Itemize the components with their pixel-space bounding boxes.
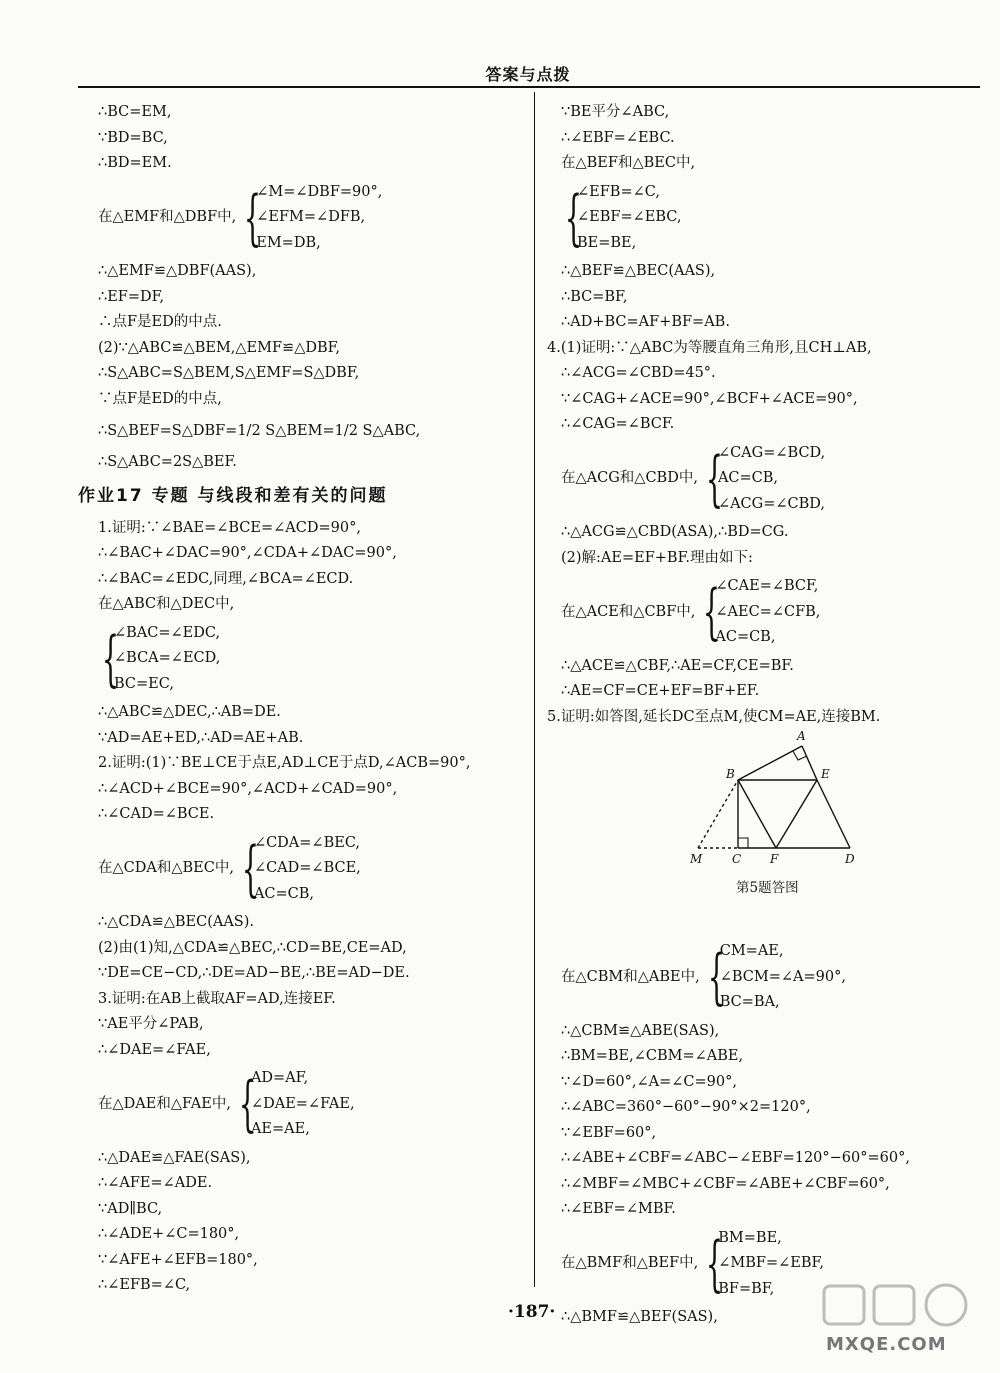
text-line: ∴AE=CF=CE+EF=BF+EF.: [561, 683, 760, 699]
text-line: ∴EF=DF,: [98, 288, 165, 305]
text-line: ∴BC=EM,: [98, 104, 172, 120]
text-line: ∵∠EBF=60°,: [561, 1124, 657, 1141]
left-brace: {: [101, 623, 120, 694]
geometry-figure: [680, 730, 860, 870]
equation-system: [561, 441, 910, 518]
system-row: ∠EBF=∠EBC,: [577, 209, 682, 225]
system-lead: 在△ACE和△CBF中,: [561, 603, 696, 620]
label-e: E: [821, 767, 830, 781]
system-row: ∠BCM=∠A=90°,: [719, 968, 846, 985]
segment-ef: [776, 780, 817, 848]
left-brace: {: [564, 182, 583, 253]
system-row: AC=CB,: [717, 470, 779, 486]
text-line: ∴∠CAG=∠BCF.: [561, 416, 675, 432]
text-line: ∵AE平分∠PAB,: [98, 1016, 204, 1032]
text-line: ∴BD=EM.: [98, 155, 172, 171]
text-line: (2)由(1)知,△CDA≌△BEC,∴CD=BE,CE=AD,: [98, 939, 407, 956]
equation-system: [98, 180, 470, 257]
left-brace: {: [706, 1228, 724, 1299]
system-row: ∠CDA=∠BEC,: [253, 834, 361, 851]
watermark-text: MXQE.COM: [826, 1334, 947, 1355]
text-line: ∴∠ACG=∠CBD=45°.: [561, 365, 716, 381]
system-row: BF=BF,: [718, 1280, 775, 1297]
text-line: 1.证明:∵∠BAE=∠BCE=∠ACD=90°,: [98, 519, 361, 536]
system-row: ∠ACG=∠CBD,: [717, 495, 826, 512]
equation-system: [561, 180, 910, 257]
equation-system: [561, 574, 910, 651]
system-lead: 在△CDA和△BEC中,: [98, 860, 234, 876]
text-line: ∴∠EBF=∠MBF.: [561, 1201, 676, 1217]
text-line: ∵AD=AE+ED,∴AD=AE+AB.: [98, 729, 304, 746]
system-row: ∠CAD=∠BCE,: [253, 860, 361, 876]
system-row: ∠BAC=∠EDC,: [114, 624, 221, 641]
system-row: AC=CB,: [715, 629, 776, 645]
text-line: ∴BM=BE,∠CBM=∠ABE,: [561, 1048, 744, 1064]
text-line: ∴△ACE≌△CBF,∴AE=CF,CE=BF.: [561, 657, 794, 674]
text-line: ∴∠ABE+∠CBF=∠ABC−∠EBF=120°−60°=60°,: [561, 1150, 910, 1166]
text-line: 在△BEF和△BEC中,: [561, 155, 696, 171]
column-divider: [534, 92, 535, 1287]
system-lead: 在△DAE和△FAE中,: [98, 1095, 231, 1112]
equation-system: [98, 1066, 470, 1143]
system-row: EM=DB,: [256, 234, 321, 251]
label-a: A: [797, 730, 806, 743]
text-line: ∴△ACG≌△CBD(ASA),∴BD=CG.: [561, 524, 789, 540]
text-line: ∵∠D=60°,∠A=∠C=90°,: [561, 1073, 737, 1090]
segment-ae: [802, 746, 817, 780]
text-line: ∴∠CAD=∠BCE.: [98, 806, 215, 822]
label-f: F: [770, 852, 779, 866]
text-line: ∴∠ABC=360°−60°−90°×2=120°,: [561, 1099, 811, 1115]
system-row: ∠AEC=∠CFB,: [715, 603, 821, 620]
system-row: CM=AE,: [719, 943, 784, 959]
text-line: ∴S△ABC=2S△BEF.: [98, 454, 237, 470]
system-row: ∠DAE=∠FAE,: [250, 1095, 355, 1112]
system-row: BE=BE,: [577, 234, 637, 251]
figure-caption: 第5题答图: [736, 880, 799, 896]
system-row: AD=AF,: [250, 1070, 309, 1086]
text-line: ∴∠AFE=∠ADE.: [98, 1175, 213, 1191]
text-line: ∴∠ACD+∠BCE=90°,∠ACD+∠CAD=90°,: [98, 780, 398, 797]
text-line: (2)解:AE=EF+BF.理由如下:: [561, 549, 753, 566]
text-line: ∵BE平分∠ABC,: [561, 104, 670, 120]
text-line: ∴S△ABC=S△BEM,S△EMF=S△DBF,: [98, 365, 360, 381]
section-heading: 作业17 专题 与线段和差有关的问题: [78, 485, 388, 506]
segment-ba: [738, 746, 802, 780]
system-lead: 在△ACG和△CBD中,: [561, 470, 698, 486]
label-c: C: [732, 852, 742, 866]
left-column: [78, 100, 471, 1299]
system-row: ∠EFM=∠DFB,: [256, 209, 366, 225]
text-line: ∴AD+BC=AF+BF=AB.: [561, 314, 730, 330]
text-line: 3.证明:在AB上截取AF=AD,连接EF.: [98, 990, 336, 1007]
page-header-title: 答案与点拨: [485, 65, 571, 84]
text-line: ∴∠BAC=∠EDC,同理,∠BCA=∠ECD.: [98, 570, 354, 587]
text-line: ∵点F是ED的中点,: [98, 390, 222, 407]
left-brace: {: [707, 942, 725, 1013]
left-brace: {: [703, 577, 721, 648]
text-line: ∴∠ADE+∠C=180°,: [98, 1226, 240, 1242]
text-line: 在△ABC和△DEC中,: [98, 596, 235, 612]
page-number: ·187·: [508, 1302, 556, 1322]
text-line: ∴∠BAC+∠DAC=90°,∠CDA+∠DAC=90°,: [98, 545, 397, 561]
label-m: M: [690, 852, 703, 866]
text-line: ∴∠EFB=∠C,: [98, 1277, 191, 1293]
text-line: ∴△ABC≌△DEC,∴AB=DE.: [98, 704, 281, 720]
dotted-segment-mb: [698, 780, 738, 848]
system-lead: 在△BMF和△BEF中,: [561, 1255, 699, 1271]
text-line: ∴∠DAE=∠FAE,: [98, 1041, 211, 1058]
text-line: (2)∵△ABC≌△BEM,△EMF≌△DBF,: [98, 339, 341, 356]
system-row: ∠CAG=∠BCD,: [717, 444, 826, 461]
system-lead: 在△CBM和△ABE中,: [561, 968, 700, 985]
left-brace: {: [244, 182, 262, 253]
segment-ed: [817, 780, 850, 848]
text-line: ∴∠EBF=∠EBC.: [561, 129, 675, 146]
left-brace: {: [705, 443, 723, 514]
system-row: AC=CB,: [253, 885, 315, 902]
system-row: BM=BE,: [718, 1229, 782, 1246]
text-line: ∵BD=BC,: [98, 129, 168, 146]
header-rule: [78, 86, 980, 88]
text-line: ∴△EMF≌△DBF(AAS),: [98, 263, 257, 279]
text-line: ∴BC=BF,: [561, 288, 628, 305]
text-line: ∴∠MBF=∠MBC+∠CBF=∠ABE+∠CBF=60°,: [561, 1175, 890, 1192]
system-row: ∠BCA=∠ECD,: [114, 650, 221, 666]
system-row: ∠MBF=∠EBF,: [718, 1255, 824, 1271]
text-line: ∵∠CAG+∠ACE=90°,∠BCF+∠ACE=90°,: [561, 390, 858, 407]
text-line: 2.证明:(1)∵BE⊥CE于点E,AD⊥CE于点D,∠ACB=90°,: [98, 755, 471, 771]
text-line: ∵∠AFE+∠EFB=180°,: [98, 1251, 258, 1268]
text-line: ∴△CBM≌△ABE(SAS),: [561, 1022, 720, 1039]
text-line: ∴S△BEF=S△DBF=1/2 S△BEM=1/2 S△ABC,: [98, 423, 421, 439]
text-line: ∴△BMF≌△BEF(SAS),: [561, 1309, 718, 1325]
text-line: ∴△CDA≌△BEC(AAS).: [98, 914, 255, 930]
text-line: 4.(1)证明:∵△ABC为等腰直角三角形,且CH⊥AB,: [547, 339, 872, 356]
system-row: ∠CAE=∠BCF,: [715, 578, 819, 594]
system-row: BC=EC,: [114, 675, 174, 692]
text-line: ∴点F是ED的中点.: [98, 314, 222, 330]
equation-system: [98, 621, 470, 698]
text-line: ∵AD∥BC,: [98, 1200, 163, 1217]
system-row: BC=BA,: [719, 994, 780, 1010]
right-angle-mark-c: [738, 838, 748, 848]
system-row: ∠EFB=∠C,: [577, 183, 660, 200]
equation-system: [98, 831, 470, 908]
left-brace: {: [241, 833, 259, 904]
text-line: ∴△BEF≌△BEC(AAS),: [561, 263, 716, 279]
equation-system: [561, 939, 910, 1016]
system-row: ∠M=∠DBF=90°,: [256, 183, 383, 200]
right-column: [547, 100, 910, 1331]
system-lead: 在△EMF和△DBF中,: [98, 209, 237, 225]
label-b: B: [726, 767, 735, 781]
text-line: ∴△DAE≌△FAE(SAS),: [98, 1149, 251, 1166]
text-line: 5.证明:如答图,延长DC至点M,使CM=AE,连接BM.: [547, 708, 881, 725]
text-line: ∵DE=CE−CD,∴DE=AD−BE,∴BE=AD−DE.: [98, 965, 410, 981]
left-brace: {: [238, 1069, 256, 1140]
system-row: AE=AE,: [250, 1121, 310, 1137]
label-d: D: [845, 852, 855, 866]
